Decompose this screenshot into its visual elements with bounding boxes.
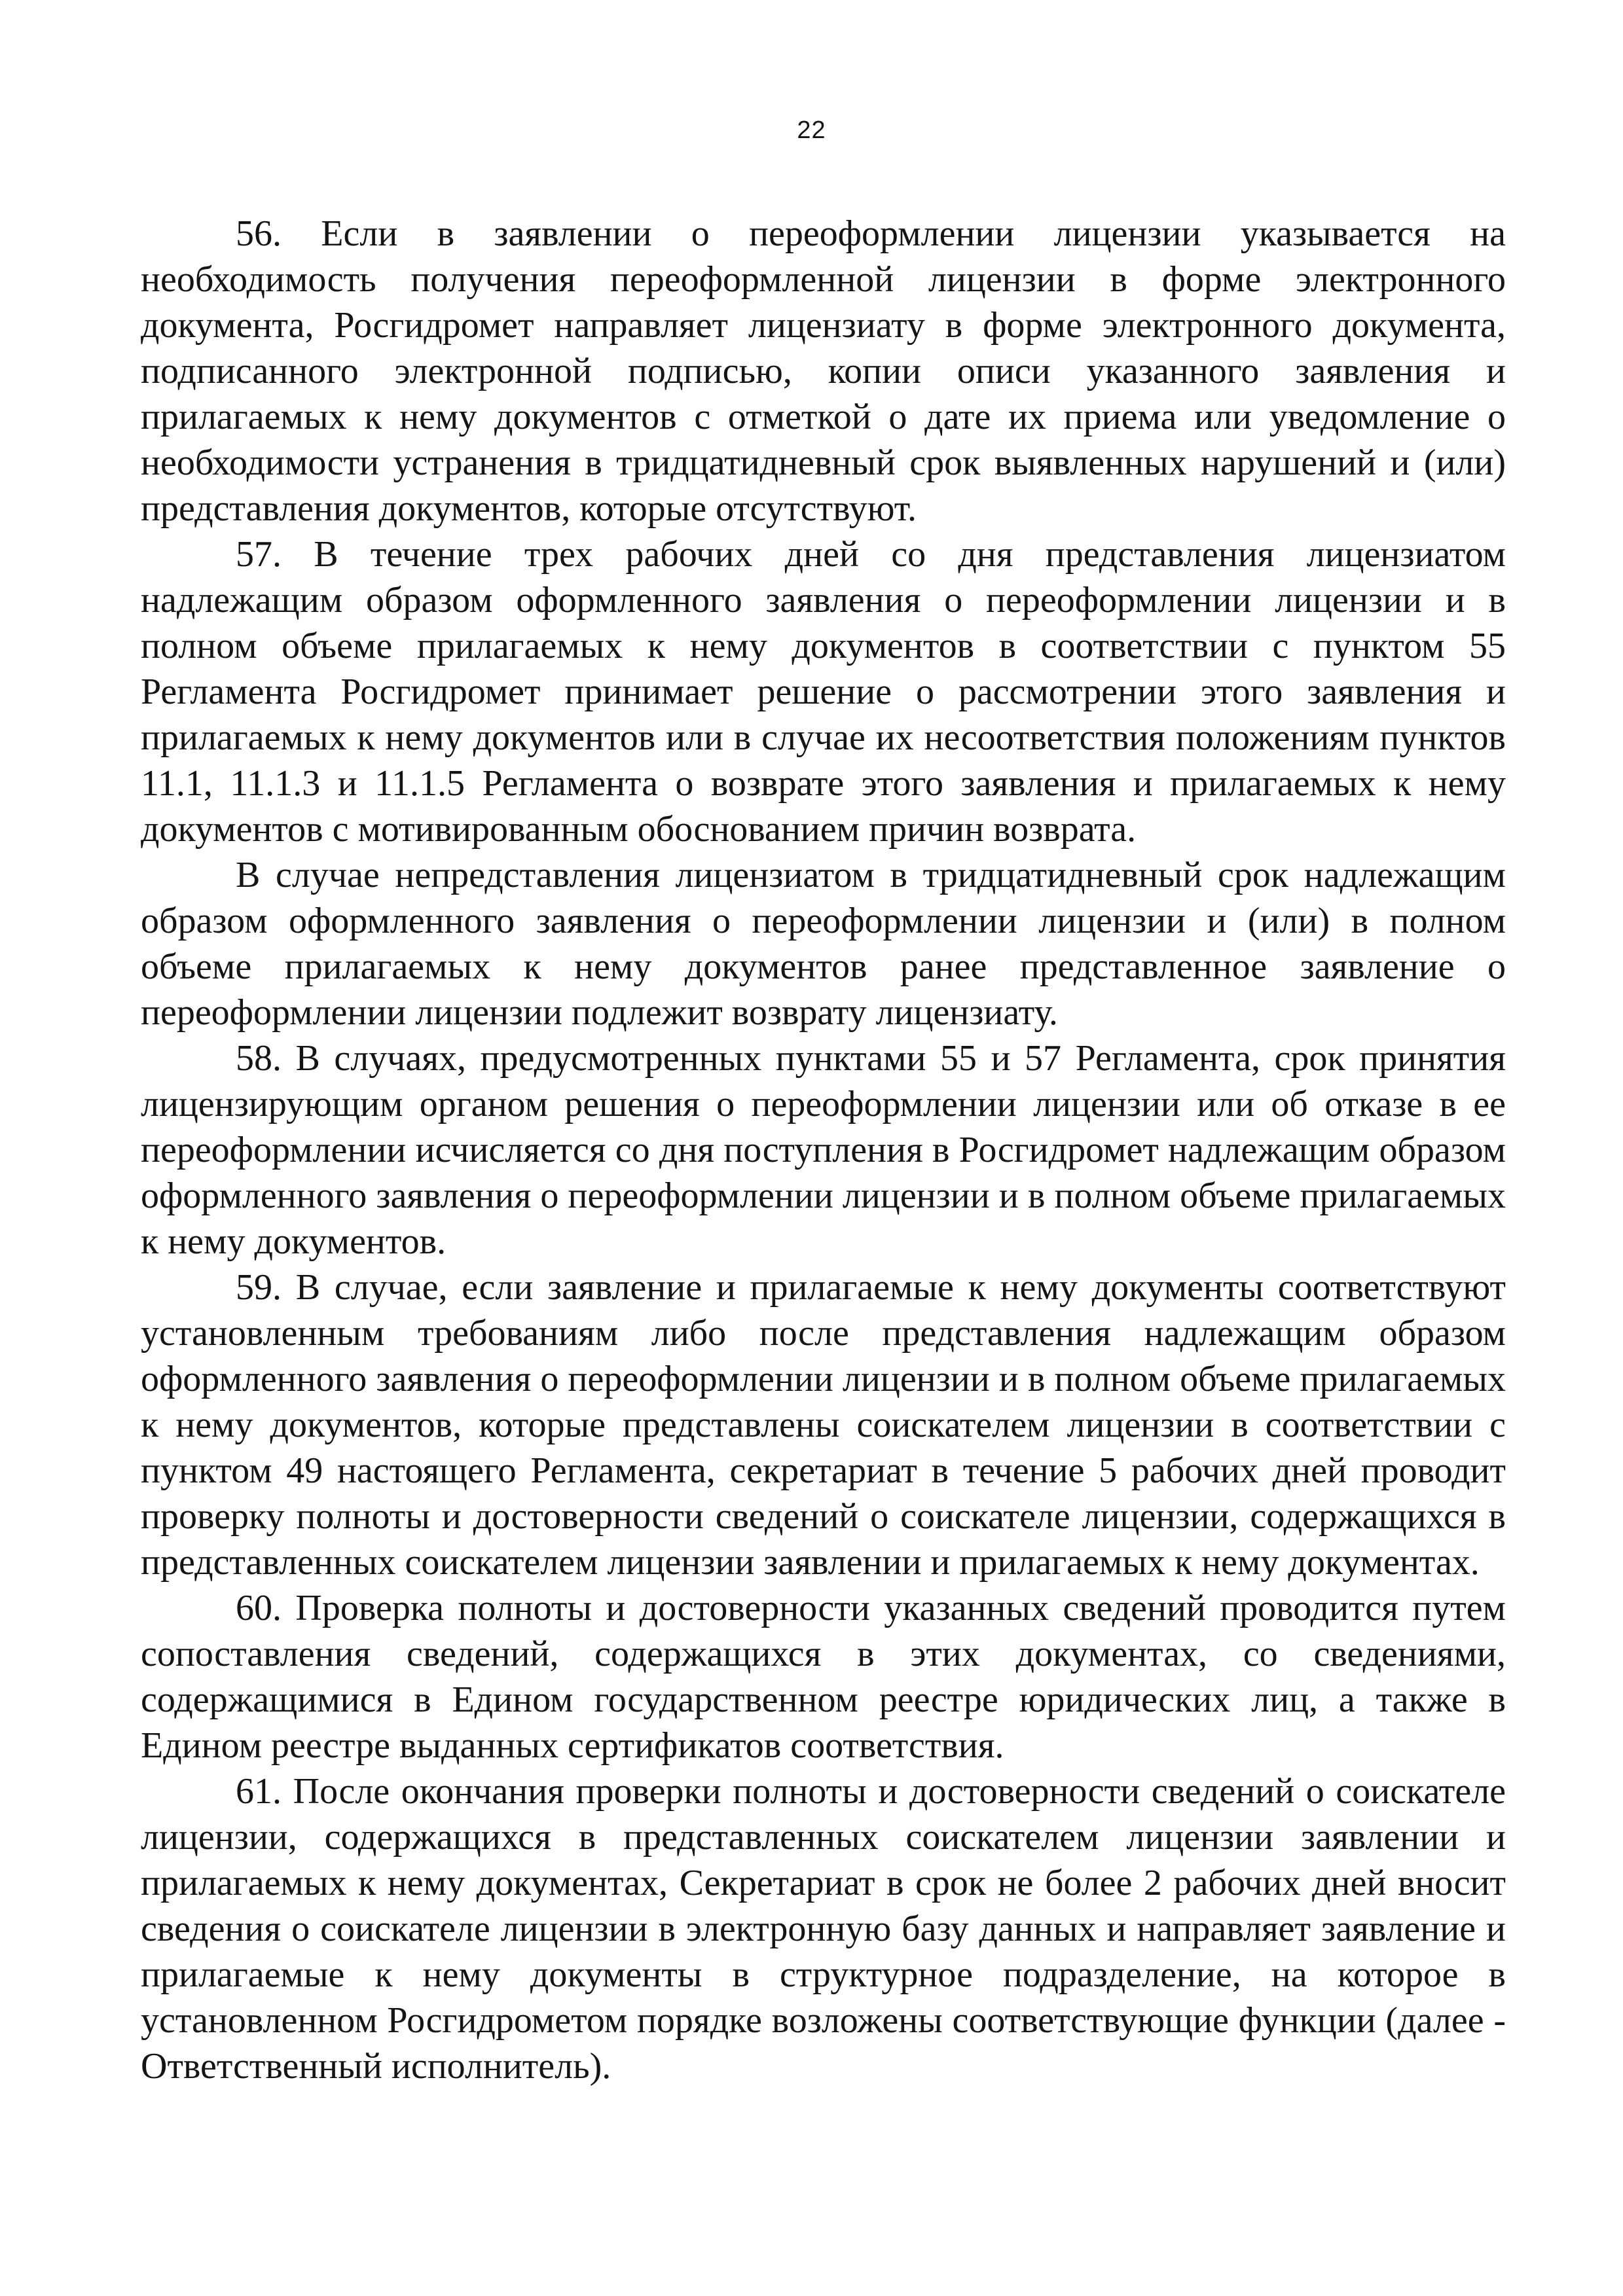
paragraph-58: 58. В случаях, предусмотренных пунктами 55 и 57 Регламента, срок принятия лицензирующим органом решения о переоформлении лицензии или об отказе в ее переоформлении исчисляется со дня поступления в Росгидромет надлежащим образом оформленного заявления о переоформлении лицензии и в полном объеме прилагаемых к нему документов. bbox=[141, 1038, 1506, 1262]
paragraph-61: 61. После окончания проверки полноты и достоверности сведений о соискателе лицензии, содержащихся в представленных соискателем лицензии заявлении и прилагаемых к нему документах, Секретариат в срок не более 2 рабочих дней вносит сведения о соискателе лицензии в электронную базу данных и направляет заявление и прилагаемые к нему документы в структурное подразделение, на которое в установленном Росгидрометом порядке возложены соответствующие функции (далее - Ответственный исполнитель). bbox=[141, 1771, 1506, 2087]
paragraph-57: 57. В течение трех рабочих дней со дня представления лицензиатом надлежащим образом оформленного заявления о переоформлении лицензии и в полном объеме прилагаемых к нему документов в соответствии с пунктом 55 Регламента Росгидромет принимает решение о рассмотрении этого заявления и прилагаемых к нему документов или в случае их несоответствия положениям пунктов 11.1, 11.1.3 и 11.1.5 Регламента о возврате этого заявления и прилагаемых к нему документов с мотивированным обоснованием причин возврата. bbox=[141, 534, 1506, 850]
paragraph-60: 60. Проверка полноты и достоверности указанных сведений проводится путем сопоставления сведений, содержащихся в этих документах, со сведениями, содержащимися в Едином государственном реестре юридических лиц, а также в Едином реестре выданных сертификатов соответствия. bbox=[141, 1588, 1506, 1766]
paragraph-56: 56. Если в заявлении о переоформлении лицензии указывается на необходимость получения переоформленной лицензии в форме электронного документа, Росгидромет направляет лицензиату в форме электронного документа, подписанного электронной подписью, копии описи указанного заявления и прилагаемых к нему документов с отметкой о дате их приема или уведомление о необходимости устранения в тридцатидневный срок выявленных нарушений и (или) представления документов, которые отсутствуют. bbox=[141, 213, 1506, 529]
paragraph-59: 59. В случае, если заявление и прилагаемые к нему документы соответствуют установленным требованиям либо после представления надлежащим образом оформленного заявления о переоформлении лицензии и в полном объеме прилагаемых к нему документов, которые представлены соискателем лицензии в соответствии с пунктом 49 настоящего Регламента, секретариат в течение 5 рабочих дней проводит проверку полноты и достоверности сведений о соискателе лицензии, содержащихся в представленных соискателем лицензии заявлении и прилагаемых к нему документах. bbox=[141, 1267, 1506, 1583]
page-number: 22 bbox=[797, 117, 826, 144]
paragraph-57-continuation: В случае непредставления лицензиатом в тридцатидневный срок надлежащим образом оформленного заявления о переоформлении лицензии и (или) в полном объеме прилагаемых к нему документов ранее представленное заявление о переоформлении лицензии подлежит возврату лицензиату. bbox=[141, 855, 1506, 1033]
document-body bbox=[141, 211, 1506, 2089]
